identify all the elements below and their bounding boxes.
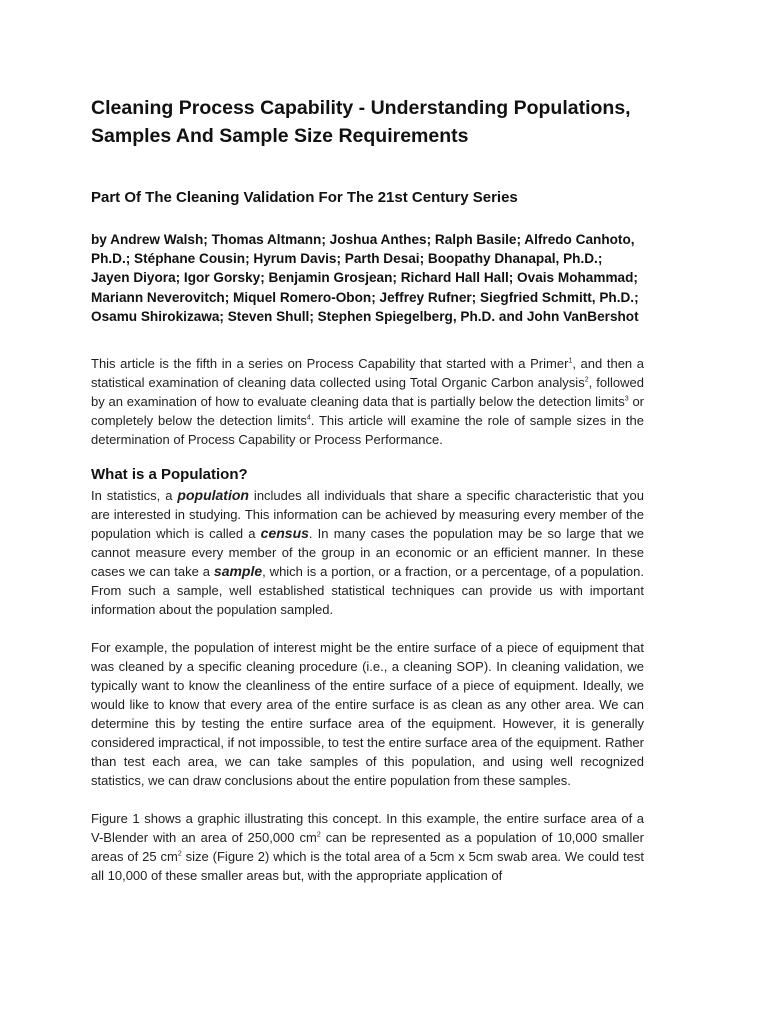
term-census: census — [260, 525, 309, 542]
intro-text-2: , and then a statistical examination of cleaning data collected using Total Organic Carbon analysis — [91, 356, 644, 391]
figure-text-3: size (Figure 2) which is the total area of a 5cm x 5cm swab area. We could test all 10,000 of these smaller areas but, with the appropriate application of — [91, 849, 644, 884]
term-population: population — [177, 487, 249, 504]
example-paragraph: For example, the population of interest might be the entire surface of a piece of equipment that was cleaned by a specific cleaning procedure (i.e., a cleaning SOP). In cleaning validation, we typically want to know the cleanliness of the entire surface of a piece of equipment. Ideally, we would like to know that every area of the entire surface is as clean as any other area. We can determine this by testing the entire surface area of the equipment. However, it is generally considered impractical, if not impossible, to test the entire surface area of the equipment. Rather than test each area, we can take samples of this population, and using well recognized statistics, we can draw conclusions about the entire population from these samples. — [91, 640, 644, 789]
footnote-ref-3[interactable]: 3 — [624, 395, 629, 403]
population-text-2: includes all individuals that share a specific characteristic that you are interested in studying. This information can be achieved by measuring every member of the population which is called a — [91, 488, 644, 542]
intro-text-1: This article is the fifth in a series on Process Capability that started with a Primer — [91, 356, 569, 372]
article-title: Cleaning Process Capability - Understanding Populations, Samples And Sample Size Requirements — [91, 97, 631, 147]
figure-paragraph — [91, 809, 644, 885]
superscript-squared-1: 2 — [316, 831, 321, 839]
intro-text-3: , followed by an examination of how to evaluate cleaning data that is partially below the detection limits — [91, 375, 645, 410]
section-heading: What is a Population? — [91, 466, 248, 484]
series-subtitle: Part Of The Cleaning Validation For The 21st Century Series — [91, 189, 518, 206]
population-paragraph — [91, 486, 644, 619]
term-sample: sample — [213, 563, 263, 580]
superscript-squared-2: 2 — [177, 850, 182, 858]
population-text-1: In statistics, a — [91, 488, 178, 504]
footnote-ref-2[interactable]: 2 — [584, 376, 589, 384]
footnote-ref-1[interactable]: 1 — [568, 357, 573, 365]
population-text-3: . In many cases the population may be so large that we cannot measure every member of the group in an economic or an efficient manner. In these cases we can take a — [91, 526, 644, 580]
intro-text-5: . This article will examine the role of sample sizes in the determination of Process Capability or Process Performance. — [91, 413, 644, 448]
footnote-ref-4[interactable]: 4 — [306, 414, 311, 422]
population-text-4: , which is a portion, or a fraction, or a percentage, of a population. From such a sample, well established statistical techniques can provide us with important information about the population sampled. — [91, 564, 644, 618]
author-list: by Andrew Walsh; Thomas Altmann; Joshua Anthes; Ralph Basile; Alfredo Canhoto, Ph.D.; Stéphane Cousin; Hyrum Davis; Parth Desai; Boopathy Dhanapal, Ph.D.; Jayen Diyora; Igor Gorsky; Benjamin Grosjean; Richard Hall Hall; Ovais Mohammad; Mariann Neverovitch; Miquel Romero-Obon; Jeffrey Rufner; Siegfried Schmitt, Ph.D.; Osamu Shirokizawa; Steven Shull; Stephen Spiegelberg, Ph.D. and John VanBershot — [91, 232, 639, 324]
figure-text-2: can be represented as a population of 10,000 smaller areas of 25 cm — [91, 830, 644, 865]
figure-text-1: Figure 1 shows a graphic illustrating this concept. In this example, the entire surface area of a V-Blender with an area of 250,000 cm — [91, 811, 644, 846]
intro-paragraph — [91, 354, 644, 449]
intro-text-4: or completely below the detection limits — [91, 394, 644, 429]
